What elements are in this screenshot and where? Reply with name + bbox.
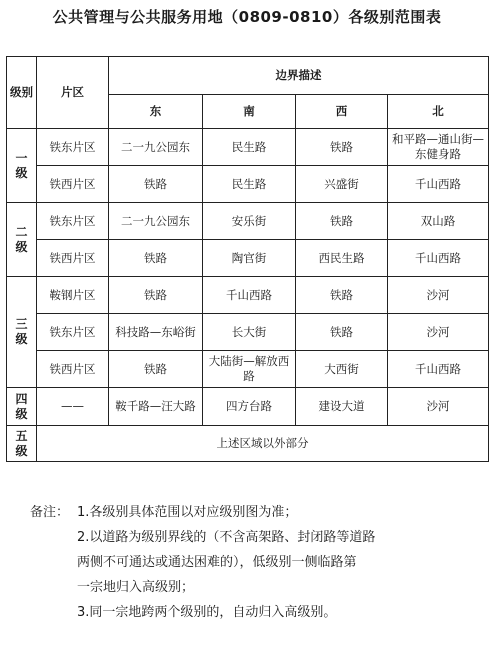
zone-cell: 铁西片区	[37, 351, 109, 388]
south-cell: 民生路	[203, 166, 296, 203]
note-2-line-3: 一宗地归入高级别；	[77, 580, 195, 595]
south-cell: 千山西路	[203, 277, 296, 314]
zone-cell: ——	[37, 388, 109, 426]
south-cell: 安乐街	[203, 203, 296, 240]
west-cell: 铁路	[296, 129, 388, 166]
header-south: 南	[203, 95, 296, 129]
notes-prefix: 备注：	[30, 505, 70, 520]
note-2-line-2: 两侧不可通达或通达困难的），低级别一侧临路第	[77, 555, 357, 570]
north-cell: 沙河	[388, 277, 489, 314]
level-label: 三级	[7, 277, 37, 388]
south-cell: 长大街	[203, 314, 296, 351]
header-north: 北	[388, 95, 489, 129]
zone-cell: 铁东片区	[37, 203, 109, 240]
west-cell: 铁路	[296, 203, 388, 240]
table-row	[7, 426, 489, 462]
note-2-line-1: 2.以道路为级别界线的（不含高架路、封闭路等道路	[77, 530, 376, 545]
zone-cell: 铁东片区	[37, 314, 109, 351]
east-cell: 科技路—东峪街	[109, 314, 203, 351]
west-cell: 铁路	[296, 277, 388, 314]
page-title: 公共管理与公共服务用地（0809-0810）各级别范围表	[52, 8, 442, 26]
header-west: 西	[296, 95, 388, 129]
table-row	[7, 203, 489, 240]
table-row	[7, 129, 489, 166]
header-row-1	[7, 57, 489, 95]
west-cell: 西民生路	[296, 240, 388, 277]
table-row	[7, 166, 489, 203]
level-label: 五级	[7, 426, 37, 462]
north-cell: 千山西路	[388, 351, 489, 388]
table-row	[7, 388, 489, 426]
north-cell: 双山路	[388, 203, 489, 240]
table-row	[7, 314, 489, 351]
west-cell: 兴盛街	[296, 166, 388, 203]
east-cell: 二一九公园东	[109, 203, 203, 240]
level-label: 二级	[7, 203, 37, 277]
level-label: 一级	[7, 129, 37, 203]
south-cell: 四方台路	[203, 388, 296, 426]
east-cell: 二一九公园东	[109, 129, 203, 166]
east-cell: 铁路	[109, 166, 203, 203]
east-cell: 铁路	[109, 240, 203, 277]
header-east: 东	[109, 95, 203, 129]
east-cell: 铁路	[109, 277, 203, 314]
table-row	[7, 277, 489, 314]
level-range-table	[6, 56, 489, 462]
north-cell: 沙河	[388, 388, 489, 426]
level-label: 四级	[7, 388, 37, 426]
east-cell: 铁路	[109, 351, 203, 388]
zone-cell: 铁西片区	[37, 166, 109, 203]
zone-cell: 铁东片区	[37, 129, 109, 166]
zone-cell: 铁西片区	[37, 240, 109, 277]
south-cell: 陶官街	[203, 240, 296, 277]
zone-cell: 鞍钢片区	[37, 277, 109, 314]
level5-range-cell: 上述区域以外部分	[37, 426, 489, 462]
east-cell: 鞍千路—汪大路	[109, 388, 203, 426]
north-cell: 沙河	[388, 314, 489, 351]
west-cell: 建设大道	[296, 388, 388, 426]
south-cell: 大陆街—解放西路	[203, 351, 296, 388]
west-cell: 大西街	[296, 351, 388, 388]
header-level: 级别	[7, 57, 37, 129]
west-cell: 铁路	[296, 314, 388, 351]
north-cell: 和平路—通山街—东健身路	[388, 129, 489, 166]
south-cell: 民生路	[203, 129, 296, 166]
header-zone: 片区	[37, 57, 109, 129]
header-boundary: 边界描述	[109, 57, 489, 95]
north-cell: 千山西路	[388, 240, 489, 277]
note-3: 3.同一宗地跨两个级别的，自动归入高级别。	[77, 605, 337, 620]
table-row	[7, 351, 489, 388]
note-item	[30, 500, 480, 525]
table-row	[7, 240, 489, 277]
north-cell: 千山西路	[388, 166, 489, 203]
notes-section	[30, 500, 480, 625]
note-1: 1.各级别具体范围以对应级别图为准；	[77, 505, 298, 520]
